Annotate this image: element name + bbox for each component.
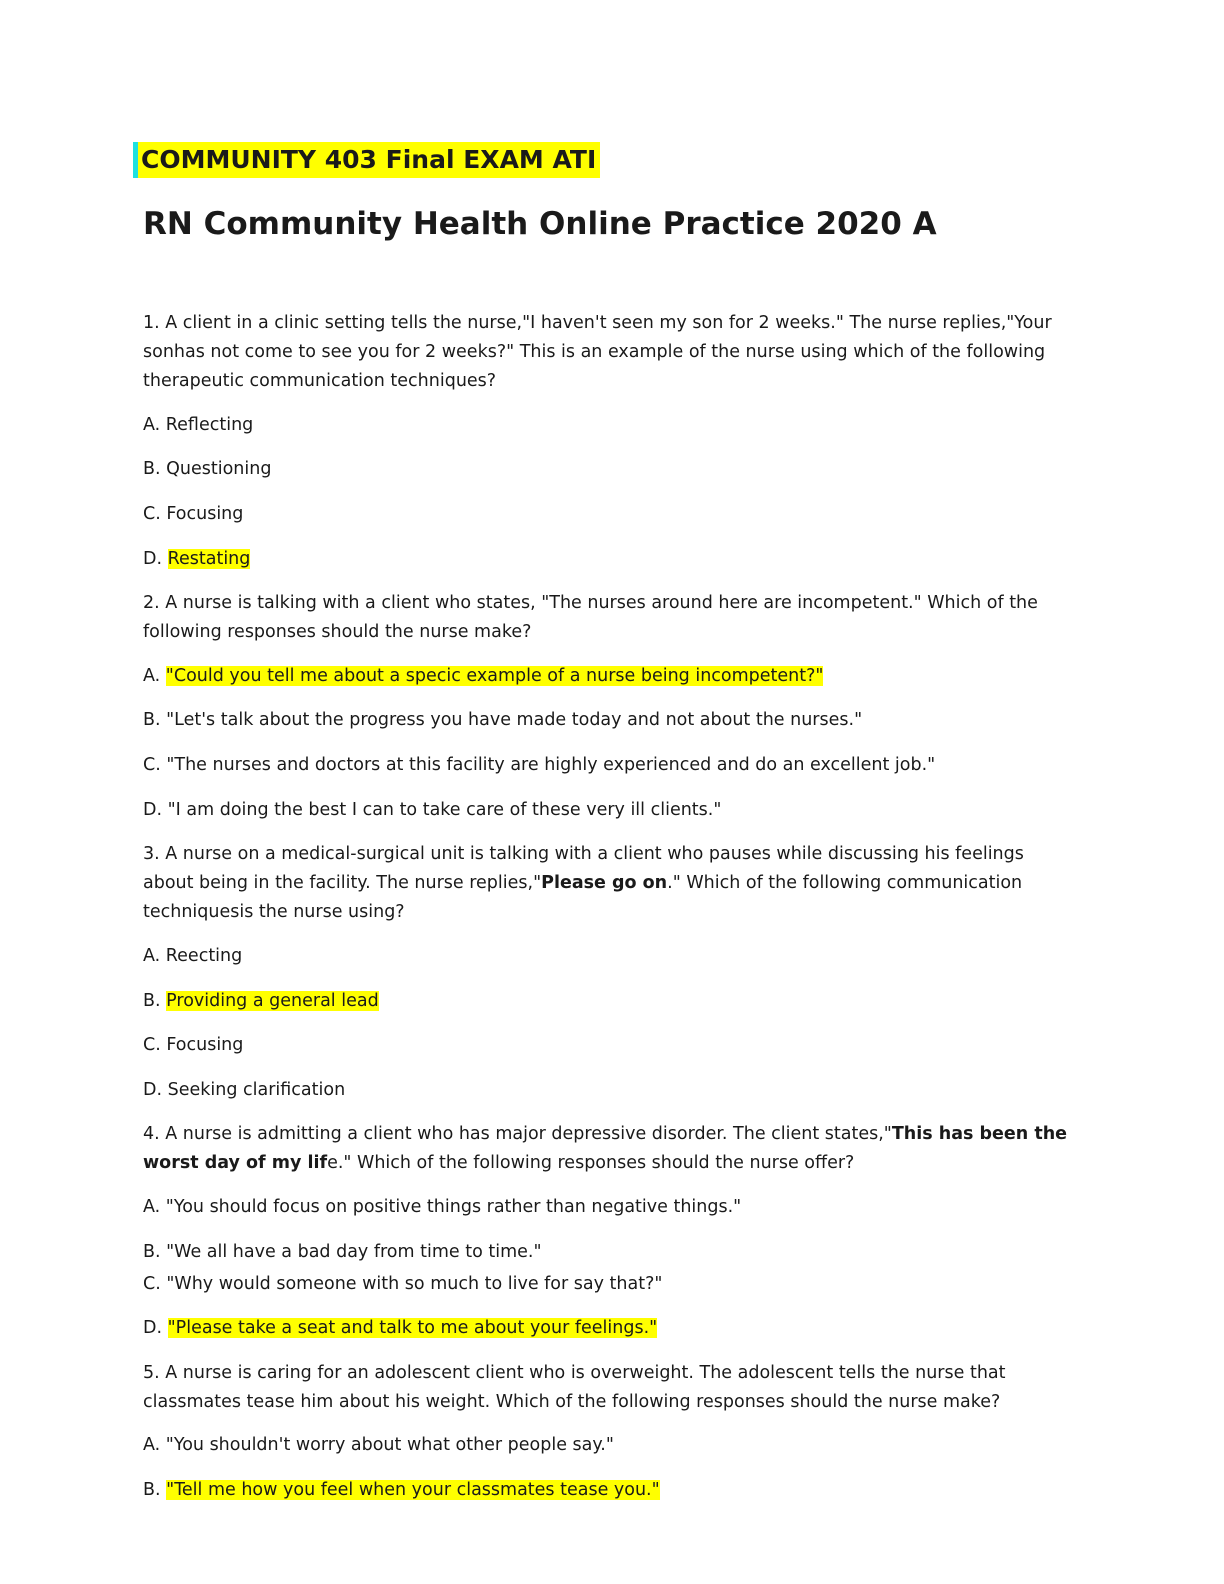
- question-3-option-d: D. Seeking clarification: [143, 1080, 346, 1100]
- question-1-stem: 1. A client in a clinic setting tells the nurse,"I haven't seen my son for 2 weeks." The nurse replies,"Your sonhas not come to see you for 2 weeks?" This is an example of the nurse using which of the following therapeutic communication techniques?: [143, 313, 1052, 391]
- highlighted-answer: Providing a general lead: [166, 991, 379, 1011]
- question-5-stem: 5. A nurse is caring for an adolescent client who is overweight. The adolescent tells the nurse that classmates tease him about his weight. Which of the following responses should the nurse make?: [143, 1363, 1006, 1412]
- question-3-stem: 3. A nurse on a medical-surgical unit is talking with a client who pauses while discussing his feelings about being in the facility. The nurse replies,"Please go on." Which of the following communication techniquesis the nurse using?: [143, 844, 1024, 922]
- question-1-option-c: C. Focusing: [143, 504, 244, 524]
- option-prefix: D.: [143, 1318, 168, 1338]
- question-2-stem: 2. A nurse is talking with a client who states, "The nurses around here are incompetent." Which of the following responses should the nurse make?: [143, 593, 1038, 642]
- question-4-option-d: [143, 1314, 1073, 1343]
- question-3-option-a: A. Reecting: [143, 946, 243, 966]
- question-2-option-c: C. "The nurses and doctors at this facility are highly experienced and do an excellent job.": [143, 755, 936, 775]
- question-4-option-c: C. "Why would someone with so much to live for say that?": [143, 1274, 663, 1294]
- highlighted-answer: Restating: [167, 549, 251, 569]
- highlighted-answer: "Please take a seat and talk to me about your feelings.": [167, 1318, 658, 1338]
- question-4-option-b: B. "We all have a bad day from time to time.": [143, 1242, 542, 1262]
- question-5-option-b: [143, 1476, 1073, 1505]
- question-1-option-d: [143, 545, 1073, 574]
- question-3-option-b: [143, 987, 1073, 1016]
- document-title-bar: [133, 142, 600, 178]
- document-subtitle: RN Community Health Online Practice 2020 A: [143, 206, 937, 242]
- question-4-option-a: A. "You should focus on positive things rather than negative things.": [143, 1197, 742, 1217]
- question-1-option-b: B. Questioning: [143, 459, 272, 479]
- bold-phrase: Please go on: [541, 873, 668, 893]
- question-5-option-a: A. "You shouldn't worry about what other people say.": [143, 1435, 614, 1455]
- option-prefix: A.: [143, 666, 166, 686]
- question-2-option-a: [143, 662, 1073, 691]
- document-title: COMMUNITY 403 Final EXAM ATI: [138, 142, 600, 178]
- highlighted-answer: "Tell me how you feel when your classmates tease you.": [166, 1480, 660, 1500]
- question-3-option-c: C. Focusing: [143, 1035, 244, 1055]
- option-prefix: B.: [143, 991, 167, 1011]
- bold-phrase: This has been the worst day of my lif: [143, 1124, 1068, 1173]
- question-2-option-d: D. "I am doing the best I can to take care of these very ill clients.": [143, 800, 722, 820]
- highlighted-answer: "Could you tell me about a specic example of a nurse being incompetent?": [165, 666, 824, 686]
- question-4-stem: 4. A nurse is admitting a client who has major depressive disorder. The client states,"This has been the worst day of my life." Which of the following responses should the nurse offer?: [143, 1124, 1068, 1173]
- option-prefix: B.: [143, 1480, 167, 1500]
- question-1-option-a: A. Reflecting: [143, 415, 254, 435]
- question-2-option-b: B. "Let's talk about the progress you have made today and not about the nurses.": [143, 710, 863, 730]
- option-prefix: D.: [143, 549, 168, 569]
